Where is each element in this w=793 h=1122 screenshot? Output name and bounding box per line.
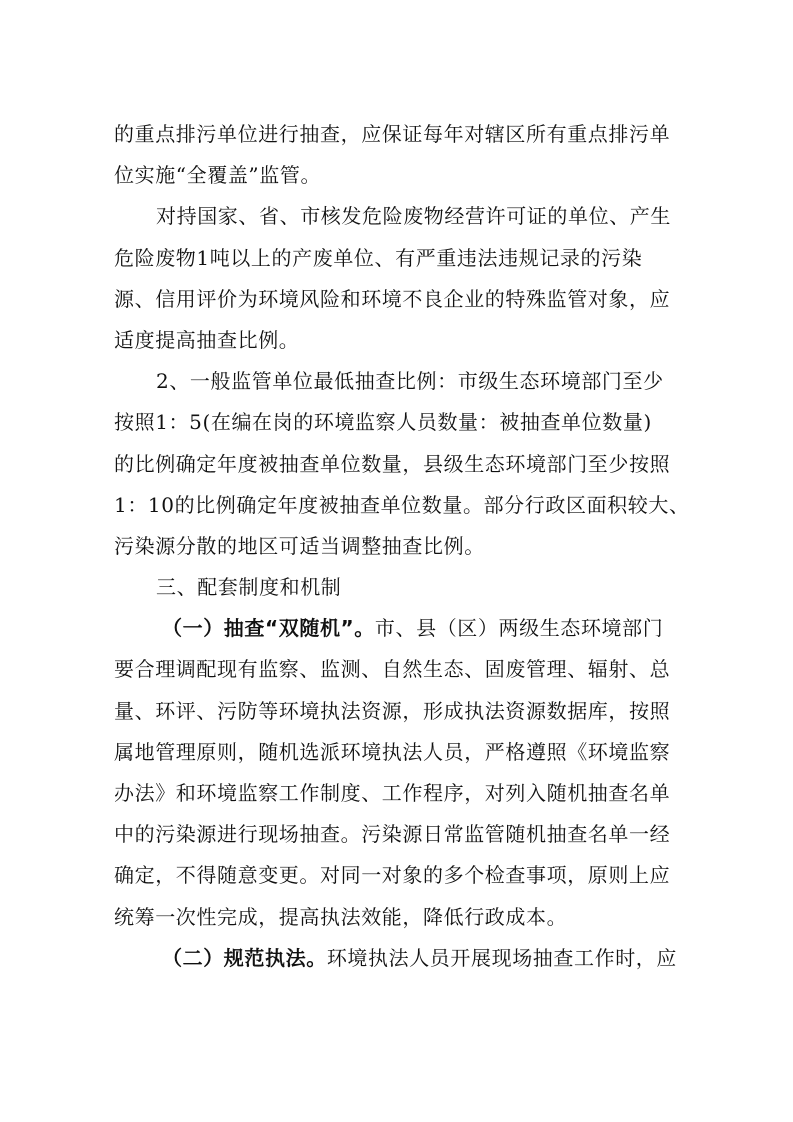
paragraph-line: 2、一般监管单位最低抽查比例：市级生态环境部门至少	[156, 369, 664, 394]
section-heading-3: 三、配套制度和机制	[156, 575, 342, 600]
paragraph-line: 属地管理原则，随机选派环境执法人员，严格遵照《环境监察	[114, 739, 671, 764]
paragraph-line: 统筹一次性完成，提高执法效能，降低行政成本。	[114, 904, 568, 929]
paragraph-line: 适度提高抽查比例。	[114, 327, 300, 352]
paragraph-line: 污染源分散的地区可适当调整抽查比例。	[114, 533, 485, 558]
paragraph-line: 位实施“全覆盖”监管。	[114, 163, 322, 188]
paragraph-line: 量、环评、污防等环境执法资源，形成执法资源数据库，按照	[114, 698, 671, 723]
paragraph-line: 1：10的比例确定年度被抽查单位数量。部分行政区面积较大、	[114, 492, 690, 517]
paragraph-text: 环境执法人员开展现场抽查工作时，应	[326, 945, 678, 970]
paragraph-line: 的重点排污单位进行抽查，应保证每年对辖区所有重点排污单	[114, 122, 671, 146]
paragraph-line: 中的污染源进行现场抽查。污染源日常监管随机抽查名单一经	[114, 822, 671, 847]
paragraph-line: 源、信用评价为环境风险和环境不良企业的特殊监管对象，应	[114, 286, 671, 311]
paragraph-line	[114, 608, 684, 649]
paragraph-line	[114, 938, 684, 979]
paragraph-line: 对持国家、省、市核发危险废物经营许可证的单位、产生	[156, 204, 671, 229]
paragraph-line: 要合理调配现有监察、监测、自然生态、固废管理、辐射、总	[114, 657, 671, 682]
paragraph-line: 的比例确定年度被抽查单位数量，县级生态环境部门至少按照	[114, 451, 671, 476]
subsection-heading-1: （一）抽查“双随机”。	[162, 616, 375, 641]
paragraph-line: 按照1：5(在编在岗的环境监察人员数量：被抽查单位数量)	[114, 410, 652, 435]
document-body	[114, 114, 690, 979]
subsection-heading-2: （二）规范执法。	[162, 945, 327, 970]
paragraph-text: 市、县（区）两级生态环境部门	[374, 616, 664, 641]
paragraph-line: 办法》和环境监察工作制度、工作程序，对列入随机抽查名单	[114, 781, 671, 805]
paragraph-line: 确定，不得随意变更。对同一对象的多个检查事项，原则上应	[114, 863, 671, 888]
paragraph-line: 危险废物1吨以上的产废单位、有严重违法违规记录的污染	[114, 245, 643, 270]
